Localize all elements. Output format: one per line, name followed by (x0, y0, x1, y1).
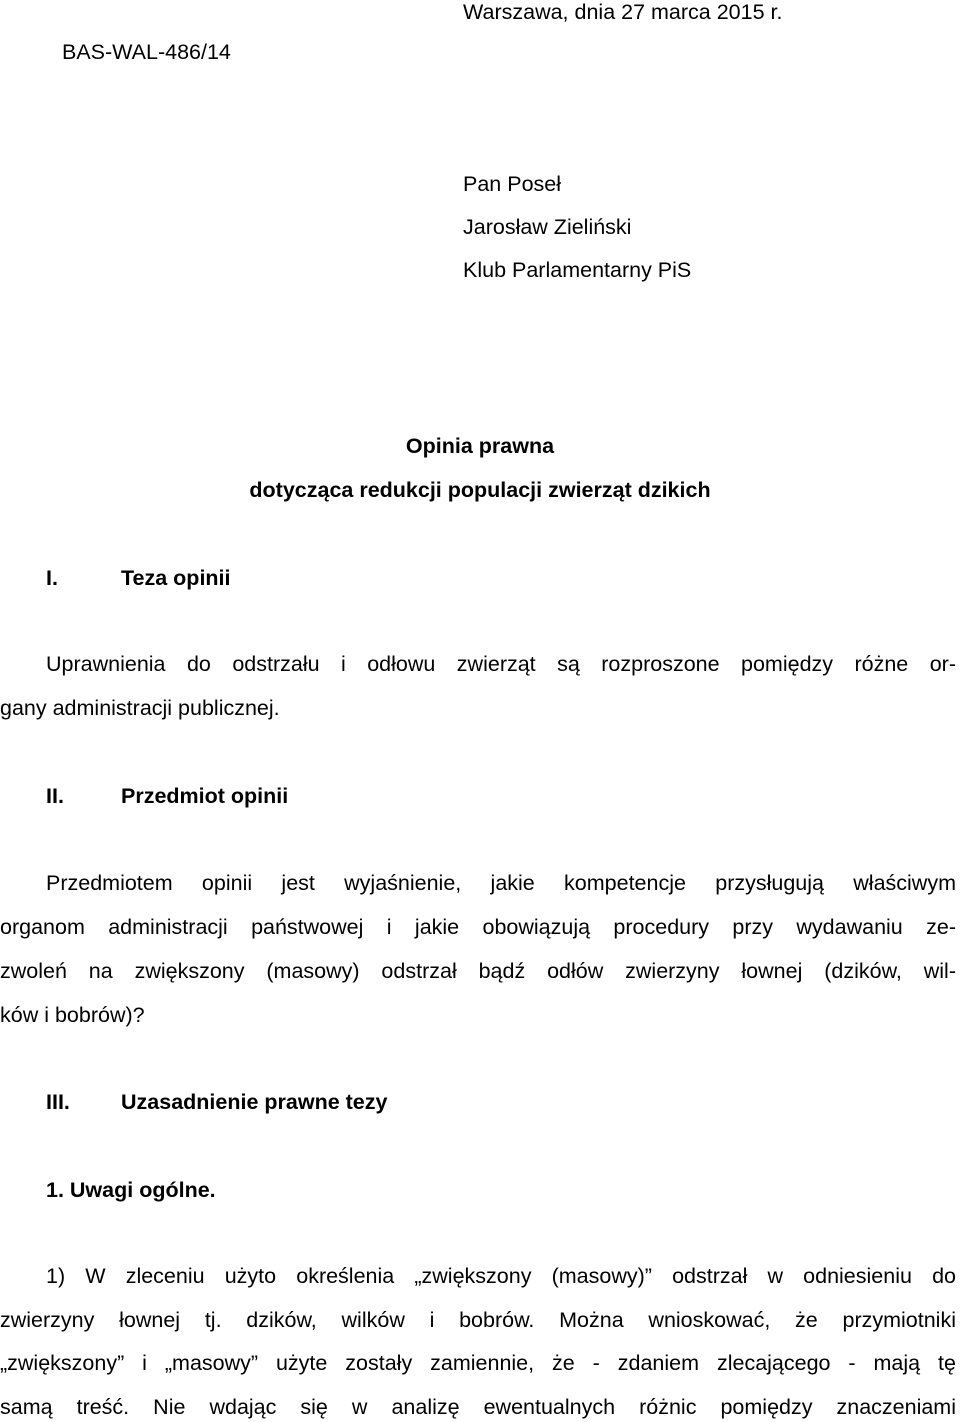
section-3-text-line: zwierzyny łownej tj. dzików, wilków i bobrów. Można wnioskować, że przymiotniki (0, 1308, 956, 1332)
section-1-text-line: gany administracji publicznej. (0, 696, 280, 720)
section-3-heading: Uzasadnienie prawne tezy (121, 1090, 388, 1114)
recipient-name: Jarosław Zieliński (463, 215, 632, 239)
document-date: Warszawa, dnia 27 marca 2015 r. (463, 0, 783, 24)
section-2-text-line: ków i bobrów)? (0, 1003, 145, 1027)
recipient-organization: Klub Parlamentarny PiS (463, 258, 692, 282)
section-2-text-line: zwoleń na zwiększony (masowy) odstrzał bądź odłów zwierzyny łownej (dzików, wil- (0, 959, 956, 983)
section-1-number: I. (46, 566, 58, 590)
section-1-heading: Teza opinii (121, 566, 231, 590)
section-1-text-line: Uprawnienia do odstrzału i odłowu zwierząt są rozproszone pomiędzy różne or- (46, 652, 956, 676)
section-2-text-line: organom administracji państwowej i jakie obowiązują procedury przy wydawaniu ze- (0, 915, 956, 939)
section-2-text-line: Przedmiotem opinii jest wyjaśnienie, jakie kompetencje przysługują właściwym (46, 871, 956, 895)
document-title: Opinia prawna (405, 434, 555, 458)
reference-number: BAS-WAL-486/14 (62, 40, 231, 64)
section-3-text-line: „zwiększony” i „masowy” użyte zostały zamiennie, że - zdaniem zlecającego - mają tę (0, 1351, 956, 1375)
section-3-text-line: 1) W zleceniu użyto określenia „zwiększony (masowy)” odstrzał w odniesieniu do (46, 1264, 956, 1288)
document-subtitle: dotycząca redukcji populacji zwierząt dzikich (249, 478, 711, 502)
section-3-text-line: samą treść. Nie wdając się w analizę ewentualnych różnic pomiędzy znaczeniami (0, 1395, 956, 1419)
recipient-title: Pan Poseł (463, 172, 562, 196)
subsection-heading: 1. Uwagi ogólne. (46, 1178, 216, 1202)
section-2-number: II. (46, 784, 64, 808)
section-3-number: III. (46, 1090, 70, 1114)
section-2-heading: Przedmiot opinii (121, 784, 289, 808)
